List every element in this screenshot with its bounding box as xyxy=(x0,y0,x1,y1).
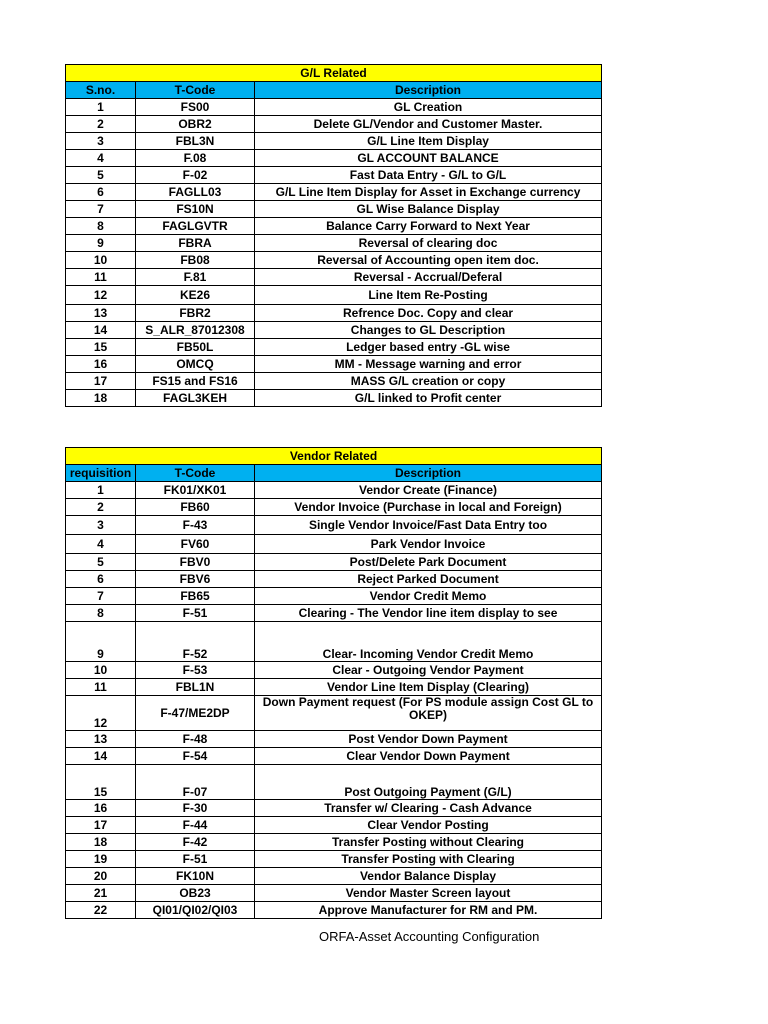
tcode-cell: FBL3N xyxy=(136,133,255,150)
row-number-cell: 6 xyxy=(66,184,136,201)
tcode-cell: FBR2 xyxy=(136,305,255,322)
table-row xyxy=(66,269,602,286)
table-row xyxy=(66,731,602,748)
tcode-cell: QI01/QI02/QI03 xyxy=(136,902,255,919)
description-cell: Clear- Incoming Vendor Credit Memo xyxy=(255,622,602,662)
tcode-cell: OB23 xyxy=(136,885,255,902)
tcode-cell: FK01/XK01 xyxy=(136,482,255,499)
tcode-cell: F-42 xyxy=(136,834,255,851)
table-row xyxy=(66,201,602,218)
description-cell: G/L linked to Profit center xyxy=(255,390,602,407)
tcode-cell: FS15 and FS16 xyxy=(136,373,255,390)
row-number-cell: 13 xyxy=(66,731,136,748)
tcode-cell: FS10N xyxy=(136,201,255,218)
tcode-cell: F-54 xyxy=(136,748,255,765)
tcode-cell: F.08 xyxy=(136,150,255,167)
table-row xyxy=(66,133,602,150)
row-number-cell: 17 xyxy=(66,817,136,834)
table-title-row xyxy=(66,448,602,465)
row-number-cell: 1 xyxy=(66,482,136,499)
row-number-cell: 14 xyxy=(66,322,136,339)
row-number-cell: 7 xyxy=(66,588,136,605)
row-number-cell: 11 xyxy=(66,269,136,286)
description-cell: Post/Delete Park Document xyxy=(255,554,602,571)
vendor-table-title: Vendor Related xyxy=(66,448,602,465)
row-number-cell: 3 xyxy=(66,133,136,150)
row-number-cell: 2 xyxy=(66,499,136,516)
tcode-cell: FK10N xyxy=(136,868,255,885)
row-number-cell: 21 xyxy=(66,885,136,902)
tcode-cell: FB08 xyxy=(136,252,255,269)
tcode-cell: F-30 xyxy=(136,800,255,817)
description-cell: G/L Line Item Display for Asset in Exchange currency xyxy=(255,184,602,201)
description-cell: Post Outgoing Payment (G/L) xyxy=(255,765,602,800)
description-cell: Vendor Invoice (Purchase in local and Foreign) xyxy=(255,499,602,516)
description-cell: Approve Manufacturer for RM and PM. xyxy=(255,902,602,919)
tcode-cell: F-48 xyxy=(136,731,255,748)
table-row xyxy=(66,322,602,339)
table-row xyxy=(66,482,602,499)
description-cell: Park Vendor Invoice xyxy=(255,535,602,554)
description-cell: Vendor Master Screen layout xyxy=(255,885,602,902)
row-number-cell: 7 xyxy=(66,201,136,218)
tcode-cell: FAGLL03 xyxy=(136,184,255,201)
description-cell: Vendor Credit Memo xyxy=(255,588,602,605)
tcode-cell: F-02 xyxy=(136,167,255,184)
description-cell: Reversal - Accrual/Deferal xyxy=(255,269,602,286)
description-cell: Reversal of clearing doc xyxy=(255,235,602,252)
tcode-cell: FB60 xyxy=(136,499,255,516)
table-row xyxy=(66,499,602,516)
row-number-cell: 18 xyxy=(66,390,136,407)
row-number-cell: 17 xyxy=(66,373,136,390)
vendor-table-body xyxy=(66,482,602,919)
description-cell: Clear Vendor Posting xyxy=(255,817,602,834)
tcode-cell: F-44 xyxy=(136,817,255,834)
table-row xyxy=(66,851,602,868)
tcode-cell: FS00 xyxy=(136,99,255,116)
tcode-cell: FBL1N xyxy=(136,679,255,696)
row-number-cell: 16 xyxy=(66,800,136,817)
row-number-cell: 5 xyxy=(66,554,136,571)
row-number-cell: 6 xyxy=(66,571,136,588)
tcode-cell: F-52 xyxy=(136,622,255,662)
table-row xyxy=(66,167,602,184)
row-number-cell: 4 xyxy=(66,150,136,167)
table-header-row xyxy=(66,82,602,99)
row-number-cell: 3 xyxy=(66,516,136,535)
table-row xyxy=(66,235,602,252)
description-cell: Fast Data Entry - G/L to G/L xyxy=(255,167,602,184)
description-cell: MM - Message warning and error xyxy=(255,356,602,373)
description-cell: Clearing - The Vendor line item display to see xyxy=(255,605,602,622)
tcode-cell: F-51 xyxy=(136,605,255,622)
description-cell: Transfer w/ Clearing - Cash Advance xyxy=(255,800,602,817)
description-cell: Changes to GL Description xyxy=(255,322,602,339)
description-cell: Single Vendor Invoice/Fast Data Entry too xyxy=(255,516,602,535)
row-number-cell: 19 xyxy=(66,851,136,868)
description-cell: Reversal of Accounting open item doc. xyxy=(255,252,602,269)
table-row xyxy=(66,390,602,407)
tcode-cell: FV60 xyxy=(136,535,255,554)
table-row xyxy=(66,286,602,305)
table-row xyxy=(66,184,602,201)
table-row xyxy=(66,696,602,731)
row-number-cell: 8 xyxy=(66,218,136,235)
gl-related-table xyxy=(65,64,602,407)
row-number-cell: 11 xyxy=(66,679,136,696)
description-cell: G/L Line Item Display xyxy=(255,133,602,150)
description-cell: Down Payment request (For PS module assign Cost GL to OKEP) xyxy=(255,696,602,731)
description-cell: Clear - Outgoing Vendor Payment xyxy=(255,662,602,679)
tcode-cell: FAGLGVTR xyxy=(136,218,255,235)
tcode-cell: FAGL3KEH xyxy=(136,390,255,407)
row-number-cell: 8 xyxy=(66,605,136,622)
row-number-cell: 4 xyxy=(66,535,136,554)
description-cell: Balance Carry Forward to Next Year xyxy=(255,218,602,235)
description-cell: GL Wise Balance Display xyxy=(255,201,602,218)
table-row xyxy=(66,339,602,356)
description-cell: Refrence Doc. Copy and clear xyxy=(255,305,602,322)
tcode-cell: F-07 xyxy=(136,765,255,800)
description-cell: Delete GL/Vendor and Customer Master. xyxy=(255,116,602,133)
table-row xyxy=(66,571,602,588)
row-number-cell: 16 xyxy=(66,356,136,373)
description-cell: Ledger based entry -GL wise xyxy=(255,339,602,356)
table-row xyxy=(66,679,602,696)
table-row xyxy=(66,535,602,554)
table-header-row xyxy=(66,465,602,482)
tcode-cell: FBV6 xyxy=(136,571,255,588)
description-cell: Transfer Posting without Clearing xyxy=(255,834,602,851)
table-row xyxy=(66,765,602,800)
description-cell: Transfer Posting with Clearing xyxy=(255,851,602,868)
tcode-cell: F-53 xyxy=(136,662,255,679)
row-number-cell: 10 xyxy=(66,252,136,269)
row-number-cell: 12 xyxy=(66,286,136,305)
description-cell: GL ACCOUNT BALANCE xyxy=(255,150,602,167)
table-row xyxy=(66,817,602,834)
row-number-cell: 9 xyxy=(66,622,136,662)
description-cell: Line Item Re-Posting xyxy=(255,286,602,305)
row-number-cell: 12 xyxy=(66,696,136,731)
table-row xyxy=(66,605,602,622)
table-row xyxy=(66,305,602,322)
table-row xyxy=(66,748,602,765)
tcode-cell: F.81 xyxy=(136,269,255,286)
row-number-cell: 1 xyxy=(66,99,136,116)
footer-note: ORFA-Asset Accounting Configuration xyxy=(319,929,540,944)
table-row xyxy=(66,554,602,571)
description-cell: MASS G/L creation or copy xyxy=(255,373,602,390)
table-row xyxy=(66,516,602,535)
tcode-cell: F-47/ME2DP xyxy=(136,696,255,731)
table-row xyxy=(66,834,602,851)
description-cell: Clear Vendor Down Payment xyxy=(255,748,602,765)
tcode-cell: FBV0 xyxy=(136,554,255,571)
description-cell: GL Creation xyxy=(255,99,602,116)
row-number-cell: 5 xyxy=(66,167,136,184)
table-title-row xyxy=(66,65,602,82)
row-number-cell: 13 xyxy=(66,305,136,322)
description-cell: Vendor Create (Finance) xyxy=(255,482,602,499)
column-header-tcode: T-Code xyxy=(136,82,255,99)
tcode-cell: F-43 xyxy=(136,516,255,535)
column-header-description: Description xyxy=(255,82,602,99)
row-number-cell: 20 xyxy=(66,868,136,885)
table-row xyxy=(66,868,602,885)
table-row xyxy=(66,662,602,679)
row-number-cell: 22 xyxy=(66,902,136,919)
column-header-tcode: T-Code xyxy=(136,465,255,482)
table-row xyxy=(66,885,602,902)
description-cell: Vendor Line Item Display (Clearing) xyxy=(255,679,602,696)
description-cell: Vendor Balance Display xyxy=(255,868,602,885)
row-number-cell: 10 xyxy=(66,662,136,679)
row-number-cell: 15 xyxy=(66,339,136,356)
tcode-cell: F-51 xyxy=(136,851,255,868)
tcode-cell: S_ALR_87012308 xyxy=(136,322,255,339)
column-header-sno: S.no. xyxy=(66,82,136,99)
tcode-cell: OMCQ xyxy=(136,356,255,373)
table-row xyxy=(66,356,602,373)
row-number-cell: 18 xyxy=(66,834,136,851)
tcode-cell: FBRA xyxy=(136,235,255,252)
table-row xyxy=(66,622,602,662)
column-header-requisition: requisition xyxy=(66,465,136,482)
table-row xyxy=(66,588,602,605)
tcode-cell: FB65 xyxy=(136,588,255,605)
table-row xyxy=(66,252,602,269)
column-header-description: Description xyxy=(255,465,602,482)
description-cell: Reject Parked Document xyxy=(255,571,602,588)
gl-table-body xyxy=(66,99,602,407)
table-row xyxy=(66,150,602,167)
row-number-cell: 9 xyxy=(66,235,136,252)
vendor-related-table xyxy=(65,447,602,919)
tcode-cell: OBR2 xyxy=(136,116,255,133)
table-row xyxy=(66,373,602,390)
tcode-cell: FB50L xyxy=(136,339,255,356)
table-row xyxy=(66,902,602,919)
table-row xyxy=(66,116,602,133)
row-number-cell: 15 xyxy=(66,765,136,800)
description-cell: Post Vendor Down Payment xyxy=(255,731,602,748)
table-row xyxy=(66,99,602,116)
row-number-cell: 14 xyxy=(66,748,136,765)
gl-table-title: G/L Related xyxy=(66,65,602,82)
table-row xyxy=(66,800,602,817)
tcode-cell: KE26 xyxy=(136,286,255,305)
row-number-cell: 2 xyxy=(66,116,136,133)
table-row xyxy=(66,218,602,235)
